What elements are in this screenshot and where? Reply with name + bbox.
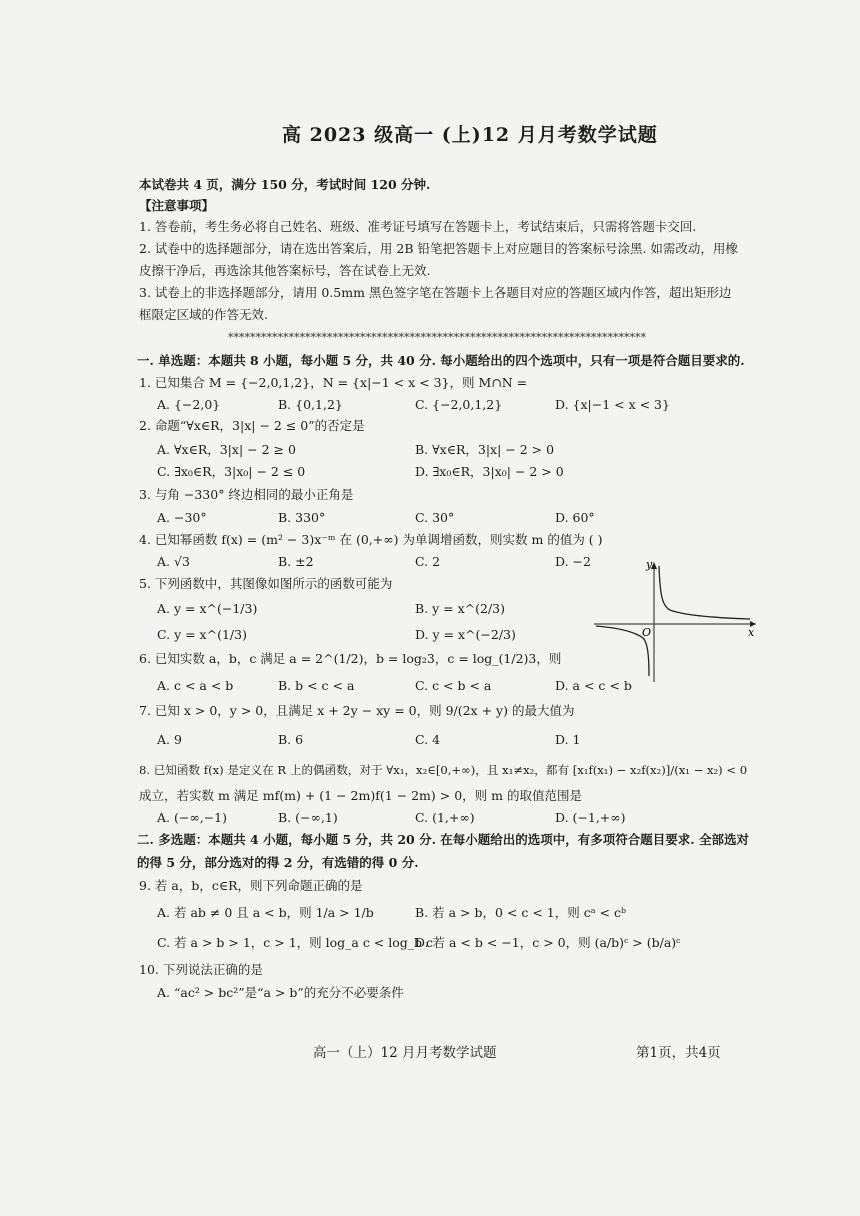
q2-option-a: A. ∀x∈R，3|x| − 2 ≥ 0 — [157, 442, 296, 457]
notice-1: 1. 答卷前，考生务必将自己姓名、班级、准考证号填写在答题卡上，考试结束后，只需将答题卡交回. — [139, 219, 697, 234]
q2-option-c: C. ∃x₀∈R，3|x₀| − 2 ≤ 0 — [157, 464, 306, 479]
q9-option-b: B. 若 a > b，0 < c < 1，则 cᵃ < cᵇ — [415, 905, 626, 920]
q8-option-b: B. (−∞,1) — [278, 810, 338, 825]
q5-option-a: A. y = x^(−1/3) — [157, 601, 258, 616]
notice-2: 2. 试卷中的选择题部分，请在选出答案后，用 2B 铅笔把答题卡上对应题目的答案标号涂黑. 如需改动，用橡 — [139, 241, 738, 256]
q7-option-d: D. 1 — [555, 732, 581, 747]
q7-option-a: A. 9 — [157, 732, 182, 747]
q4-stem: 4. 已知幂函数 f(x) = (m² − 3)x⁻ᵐ 在 (0,+∞) 为单调增函数，则实数 m 的值为 ( ) — [139, 532, 603, 547]
q7-option-c: C. 4 — [415, 732, 441, 747]
q2-option-d: D. ∃x₀∈R，3|x₀| − 2 > 0 — [415, 464, 564, 479]
q6-option-b: B. b < c < a — [278, 678, 355, 693]
q1-stem: 1. 已知集合 M = {−2,0,1,2}，N = {x|−1 < x < 3}，则 M∩N = — [139, 375, 528, 390]
notice-3: 3. 试卷上的非选择题部分，请用 0.5mm 黑色签字笔在答题卡上各题目对应的答题区域内作答，超出矩形边 — [139, 285, 732, 300]
q2-stem: 2. 命题“∀x∈R，3|x| − 2 ≤ 0”的否定是 — [139, 418, 365, 433]
divider: **************************************************************************** — [228, 331, 646, 344]
q5-option-d: D. y = x^(−2/3) — [415, 627, 516, 642]
q8-stem: 8. 已知函数 f(x) 是定义在 R 上的偶函数，对于 ∀x₁，x₂∈[0,+∞)，且 x₁≠x₂，都有 [x₁f(x₁) − x₂f(x₂)]/(x₁ − x₂) < 0 — [139, 763, 748, 777]
q1-option-d: D. {x|−1 < x < 3} — [555, 397, 670, 412]
q7-option-b: B. 6 — [278, 732, 304, 747]
q3-option-b: B. 330° — [278, 510, 326, 525]
q1-option-b: B. {0,1,2} — [278, 397, 343, 412]
curve-right-branch — [659, 566, 750, 619]
q2-option-b: B. ∀x∈R，3|x| − 2 > 0 — [415, 442, 555, 457]
intro-line: 本试卷共 4 页，满分 150 分，考试时间 120 分钟. — [139, 177, 431, 192]
q3-option-d: D. 60° — [555, 510, 595, 525]
q4-option-a: A. √3 — [157, 554, 190, 569]
y-axis-label: y — [646, 558, 653, 571]
q6-stem: 6. 已知实数 a，b，c 满足 a = 2^(1/2)，b = log₂3，c = log_(1/2)3，则 — [139, 651, 562, 666]
section-2-heading: 二. 多选题：本题共 4 小题，每小题 5 分，共 20 分. 在每小题给出的选项中，有多项符合题目要求. 全部选对 — [137, 832, 750, 847]
q3-option-c: C. 30° — [415, 510, 455, 525]
origin-label: O — [642, 626, 652, 639]
q1-option-a: A. {−2,0} — [157, 397, 221, 412]
q4-option-c: C. 2 — [415, 554, 441, 569]
q8-stem-cont: 成立，若实数 m 满足 mf(m) + (1 − 2m)f(1 − 2m) > 0，则 m 的取值范围是 — [139, 788, 582, 803]
q9-stem: 9. 若 a，b，c∈R，则下列命题正确的是 — [139, 878, 363, 893]
q5-option-c: C. y = x^(1/3) — [157, 627, 247, 642]
q7-stem: 7. 已知 x > 0，y > 0，且满足 x + 2y − xy = 0，则 9/(2x + y) 的最大值为 — [139, 703, 575, 718]
footer-title: 高一（上）12 月月考数学试题 — [313, 1045, 497, 1061]
q3-stem: 3. 与角 −330° 终边相同的最小正角是 — [139, 487, 354, 502]
notice-3-cont: 框限定区域的作答无效. — [139, 307, 268, 322]
page-title: 高 2023 级高一 (上)12 月月考数学试题 — [282, 124, 658, 146]
q9-option-a: A. 若 ab ≠ 0 且 a < b，则 1/a > 1/b — [157, 905, 374, 920]
section-2-heading-cont: 的得 5 分，部分选对的得 2 分，有选错的得 0 分. — [137, 855, 419, 870]
q3-option-a: A. −30° — [157, 510, 207, 525]
q6-option-a: A. c < a < b — [157, 678, 234, 693]
q6-option-c: C. c < b < a — [415, 678, 492, 693]
section-1-heading: 一. 单选题：本题共 8 小题，每小题 5 分，共 40 分. 每小题给出的四个选项中，只有一项是符合题目要求的. — [137, 353, 745, 368]
q9-option-c: C. 若 a > b > 1，c > 1，则 log_a c < log_b c — [157, 935, 434, 950]
q9-option-d: D. 若 a < b < −1，c > 0，则 (a/b)ᶜ > (b/a)ᶜ — [415, 935, 681, 950]
q1-option-c: C. {−2,0,1,2} — [415, 397, 503, 412]
function-graph — [590, 558, 760, 684]
page-number: 第1页，共4页 — [636, 1045, 721, 1061]
q8-option-d: D. (−1,+∞) — [555, 810, 626, 825]
q4-option-b: B. ±2 — [278, 554, 314, 569]
q8-option-a: A. (−∞,−1) — [157, 810, 228, 825]
q6-option-d: D. a < c < b — [555, 678, 632, 693]
q4-option-d: D. −2 — [555, 554, 591, 569]
q8-option-c: C. (1,+∞) — [415, 810, 475, 825]
x-axis-label: x — [748, 626, 755, 639]
q10-option-a: A. “ac² > bc²”是“a > b”的充分不必要条件 — [157, 985, 404, 1000]
notice-heading: 【注意事项】 — [139, 198, 215, 213]
q10-stem: 10. 下列说法正确的是 — [139, 962, 263, 977]
notice-2-cont: 皮擦干净后，再选涂其他答案标号，答在试卷上无效. — [139, 263, 431, 278]
q5-option-b: B. y = x^(2/3) — [415, 601, 506, 616]
q5-stem: 5. 下列函数中，其图像如图所示的函数可能为 — [139, 576, 393, 591]
